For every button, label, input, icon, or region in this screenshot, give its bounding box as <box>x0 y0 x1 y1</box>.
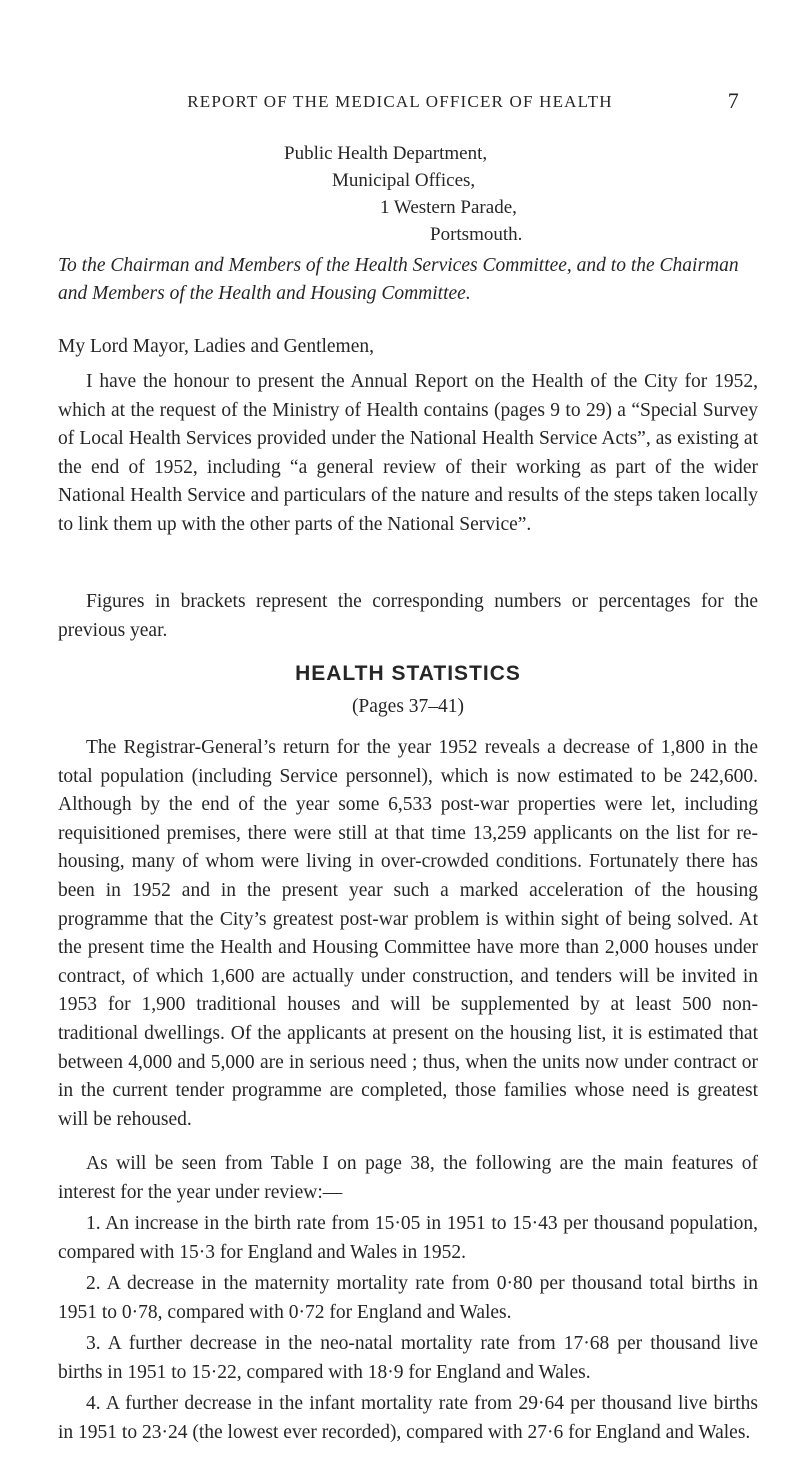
addressee: To the Chairman and Members of the Health Services Committee, and to the Chairman and Members of the Health and Housing Committee. <box>58 255 739 304</box>
list-item: 4. A further decrease in the infant mortality rate from 29·64 per thousand live births in 1951 to 23·24 (the lowest ever recorded), compared with 27·6 for England and Wales. <box>58 1393 758 1443</box>
address-line-4: Portsmouth. <box>430 224 523 245</box>
features-intro-paragraph: As will be seen from Table I on page 38, the following are the main features of interest for the year under review:— <box>58 1153 758 1203</box>
list-item: 2. A decrease in the maternity mortality rate from 0·80 per thousand total births in 1951 to 0·78, compared with 0·72 for England and Wales. <box>58 1273 758 1323</box>
section-heading: HEALTH STATISTICS <box>295 662 521 685</box>
intro-paragraph: I have the honour to present the Annual Report on the Health of the City for 1952, which at the request of the Ministry of Health contains (pages 9 to 29) a “Special Survey of Local Health Services provided under the National Health Service Acts”, as existing at the end of 1952, including “a general review of their working as part of the wider National Health Service and particulars of the nature and results of the steps taken locally to link them up with the other parts of the National Service”. <box>58 371 758 535</box>
section-pages: (Pages 37–41) <box>351 696 465 717</box>
address-line-2: Municipal Offices, <box>332 170 476 191</box>
brackets-note-paragraph: Figures in brackets represent the corresponding numbers or percentages for the previous year. <box>58 591 758 641</box>
address-line-1: Public Health Department, <box>284 143 488 164</box>
running-head <box>60 88 740 113</box>
sender-address <box>58 140 758 248</box>
greeting: My Lord Mayor, Ladies and Gentlemen, <box>58 336 375 357</box>
statistics-paragraph: The Registrar-General’s return for the year 1952 reveals a decrease of 1,800 in the total population (including Service personnel), which is now estimated to be 242,600. Although by the end of the year some 6,533 post-war properties were let, including requisitioned premises, there were still at that time 13,259 applicants on the list for re-housing, many of whom were living in over-crowded conditions. Fortunately there has been in 1952 and in the present year such a marked acceleration of the housing programme that the City’s greatest post-war problem is within sight of being solved. At the present time the Health and Housing Committee have more than 2,000 houses under contract, of which 1,600 are actually under construction, and tenders will be invited in 1953 for 1,900 traditional houses and will be supplemented by at least 500 non-traditional dwellings. Of the applicants at present on the housing list, it is estimated that between 4,000 and 5,000 are in serious need ; thus, when the units now under contract or in the current tender programme are completed, those families whose need is greatest will be rehoused. <box>58 737 758 1130</box>
list-item: 1. An increase in the birth rate from 15·05 in 1951 to 15·43 per thousand population, compared with 15·3 for England and Wales in 1952. <box>58 1213 758 1263</box>
page-number: 7 <box>727 88 740 113</box>
address-line-3: 1 Western Parade, <box>380 197 517 218</box>
list-item: 3. A further decrease in the neo-natal mortality rate from 17·68 per thousand live births in 1951 to 15·22, compared with 18·9 for England and Wales. <box>58 1333 758 1383</box>
running-head-text: REPORT OF THE MEDICAL OFFICER OF HEALTH <box>187 92 613 111</box>
